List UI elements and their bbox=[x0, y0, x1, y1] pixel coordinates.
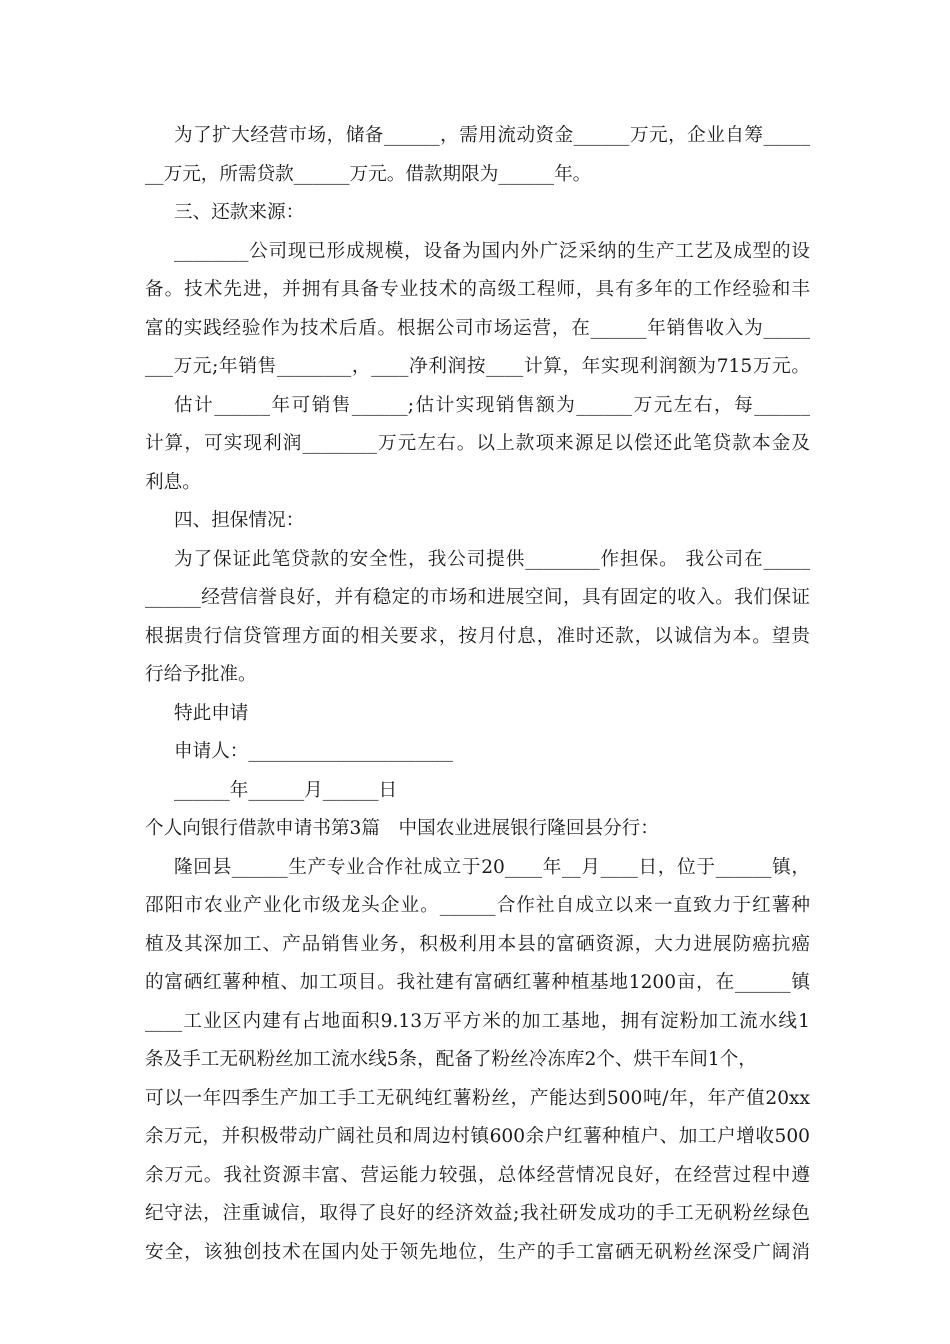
paragraph-line: 利息。 bbox=[145, 471, 201, 493]
date-line: ______年______月______日 bbox=[174, 779, 398, 801]
paragraph-line: ________公司现已形成规模，设备为国内外广泛采纳的生产工艺及成型的设 bbox=[174, 240, 810, 262]
paragraph-line: 富的实践经验作为技术后盾。根据公司市场运营，在______年销售收入为_____ bbox=[145, 317, 810, 339]
paragraph-line: __万元，所需贷款______万元。借款期限为______年。 bbox=[145, 163, 592, 185]
paragraph-line: 邵阳市农业产业化市级龙头企业。______合作社自成立以来一直致力于红薯种 bbox=[145, 895, 810, 916]
paragraph-line: 计算，可实现利润________万元左右。以上款项来源足以偿还此笔贷款本金及 bbox=[145, 433, 810, 454]
article-title: 个人向银行借款申请书第3篇 中国农业进展银行隆回县分行： bbox=[145, 818, 659, 839]
paragraph-line: 为了扩大经营市场，储备______，需用流动资金______万元，企业自筹_____ bbox=[174, 125, 810, 146]
document-page bbox=[145, 117, 810, 1272]
applicant-line: 申请人：______________________ bbox=[174, 741, 453, 762]
paragraph-line: 隆回县______生产专业合作社成立于20____年__月____日，位于______镇， bbox=[174, 856, 810, 878]
paragraph-line: 余万元。我社资源丰富、营运能力较强，总体经营情况良好，在经营过程中遵 bbox=[145, 1164, 810, 1186]
paragraph-line: ______经营信誉良好，并有稳定的市场和进展空间，具有固定的收入。我们保证 bbox=[145, 587, 810, 608]
section-heading: 三、还款来源： bbox=[174, 202, 305, 223]
section-heading: 四、担保情况： bbox=[174, 510, 305, 531]
paragraph-line: ___万元;年销售________，____净利润按____计算，年实现利润额为715万元。 bbox=[145, 356, 810, 377]
paragraph-line: 为了保证此笔贷款的安全性，我公司提供________作担保。 我公司在_____ bbox=[174, 548, 810, 570]
closing-line: 特此申请 bbox=[174, 702, 249, 724]
paragraph-line: 余万元，并积极带动广阔社员和周边村镇600余户红薯种植户、加工户增收500 bbox=[145, 1126, 810, 1147]
paragraph-line: 估计______年可销售______;估计实现销售额为______万元左右，每______ bbox=[174, 394, 810, 416]
paragraph-line: 纪守法，注重诚信，取得了良好的经济效益;我社研发成功的手工无矾粉丝绿色 bbox=[145, 1203, 810, 1224]
paragraph-line: 条及手工无矾粉丝加工流水线5条，配备了粉丝冷冻库2个、烘干车间1个， bbox=[145, 1049, 757, 1070]
paragraph-line: 行给予批准。 bbox=[145, 664, 257, 685]
paragraph-line: 安全，该独创技术在国内处于领先地位，生产的手工富硒无矾粉丝深受广阔消 bbox=[145, 1241, 810, 1263]
paragraph-line: 的富硒红薯种植、加工项目。我社建有富硒红薯种植基地1200亩，在______镇 bbox=[145, 972, 810, 993]
paragraph-line: 植及其深加工、产品销售业务，积极利用本县的富硒资源，大力进展防癌抗癌 bbox=[145, 933, 810, 955]
paragraph-line: 备。技术先进，并拥有具备专业技术的高级工程师，具有多年的工作经验和丰 bbox=[145, 279, 810, 300]
paragraph-line: ____工业区内建有占地面积9.13万平方米的加工基地，拥有淀粉加工流水线1 bbox=[145, 1010, 810, 1032]
paragraph-line: 可以一年四季生产加工手工无矾纯红薯粉丝，产能达到500吨/年，年产值20xx bbox=[145, 1087, 810, 1109]
paragraph-line: 根据贵行信贷管理方面的相关要求，按月付息，准时还款，以诚信为本。望贵 bbox=[145, 625, 810, 647]
